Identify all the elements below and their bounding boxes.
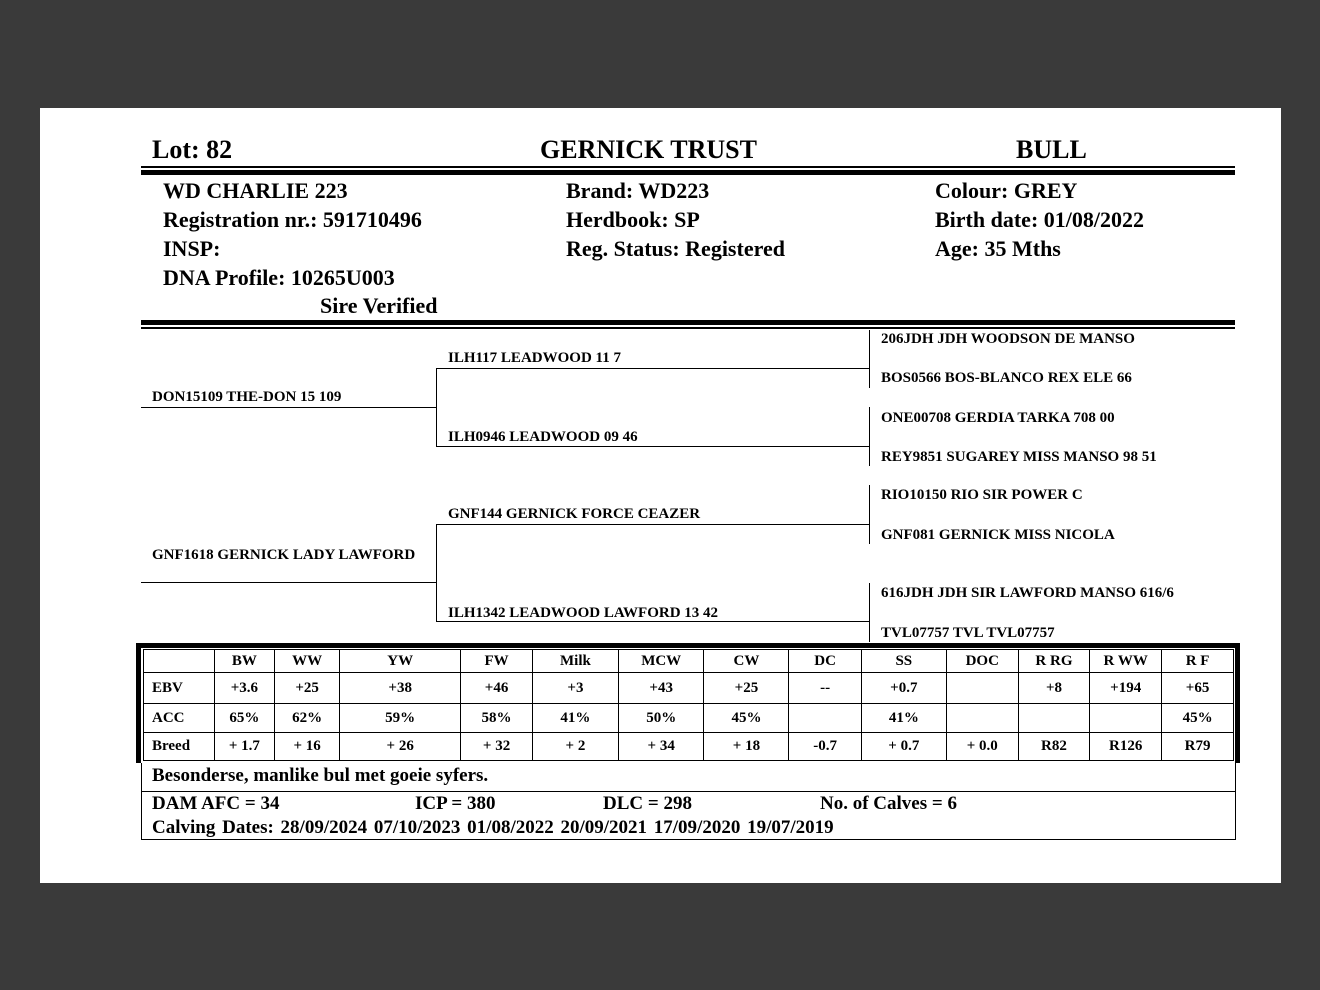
animal-name: WD CHARLIE 223 [163,178,348,203]
remarks-rule [141,791,1235,792]
ancestor-3: ONE00708 GERDIA TARKA 708 00 [881,410,1115,426]
breed-cell: + 2 [532,733,618,761]
dna-profile: DNA Profile: 10265U003 [163,265,395,290]
acc-cell [789,704,861,733]
col-milk: Milk [532,650,618,673]
breed-cell: + 1.7 [214,733,274,761]
ebv-header-cell [144,650,215,673]
insp-field: INSP: [163,236,221,261]
calving-dates: Calving Dates: 28/09/2024 07/10/2023 01/08/2022 20/09/2021 17/09/2020 19/07/2019 [152,817,834,838]
ebv-cell: +3 [532,673,618,704]
pedigree-rule [141,327,1235,329]
ancestor-8: TVL07757 TVL TVL07757 [881,625,1055,641]
pedigree-line [141,407,437,408]
col-ss: SS [861,650,946,673]
breed-cell: -0.7 [789,733,861,761]
colour: Colour: GREY [935,178,1078,203]
ebv-row [144,673,1234,704]
dam-afc: DAM AFC = 34 [152,793,280,814]
ebv-cell: +194 [1090,673,1162,704]
acc-cell: 41% [861,704,946,733]
ebv-cell: +43 [618,673,704,704]
pedigree-line [869,583,870,642]
acc-cell [1018,704,1090,733]
ebv-cell: +25 [275,673,340,704]
table-border-right [1235,643,1240,763]
col-cw: CW [704,650,789,673]
seller-name: GERNICK TRUST [540,135,757,164]
ancestor-2: BOS0566 BOS-BLANCO REX ELE 66 [881,370,1132,386]
breed-cell: + 34 [618,733,704,761]
ebv-header-row [144,650,1234,673]
breed-cell: + 0.0 [946,733,1018,761]
row-label: Breed [144,733,215,761]
herdbook: Herdbook: SP [566,207,700,232]
acc-cell: 59% [340,704,461,733]
dam-dam: ILH1342 LEADWOOD LAWFORD 13 42 [448,605,719,621]
sire-dam: ILH0946 LEADWOOD 09 46 [448,429,638,445]
ancestor-1: 206JDH JDH WOODSON DE MANSO [881,331,1135,347]
table-border-left [136,643,141,763]
ebv-cell: -- [789,673,861,704]
header-rule [141,166,1235,168]
acc-cell: 65% [214,704,274,733]
pedigree-line [869,485,870,544]
breed-cell: + 32 [461,733,533,761]
pedigree-line [436,524,870,525]
dam: GNF1618 GERNICK LADY LAWFORD [152,547,416,563]
lot-number: Lot: 82 [152,135,233,164]
pedigree-line [436,524,437,622]
ebv-cell [946,673,1018,704]
sire-sire: ILH117 LEADWOOD 11 7 [448,350,621,366]
pedigree-rule-thick [141,320,1235,325]
col-rf: R F [1162,650,1234,673]
breed-cell: R82 [1018,733,1090,761]
col-rrg: R RG [1018,650,1090,673]
ebv-cell: +46 [461,673,533,704]
breed-cell: + 18 [704,733,789,761]
acc-cell: 45% [704,704,789,733]
icp: ICP = 380 [415,793,496,814]
acc-cell: 41% [532,704,618,733]
ancestor-4: REY9851 SUGAREY MISS MANSO 98 51 [881,449,1157,465]
ebv-cell: +3.6 [214,673,274,704]
registration-number: Registration nr.: 591710496 [163,207,422,232]
row-label: ACC [144,704,215,733]
acc-cell: 50% [618,704,704,733]
ebv-cell: +25 [704,673,789,704]
ebv-cell: +65 [1162,673,1234,704]
pedigree-line [869,330,870,388]
breed-cell: + 0.7 [861,733,946,761]
acc-cell [946,704,1018,733]
col-dc: DC [789,650,861,673]
col-rww: R WW [1090,650,1162,673]
breed-row [144,733,1234,761]
breed-cell: + 16 [275,733,340,761]
age: Age: 35 Mths [935,236,1061,261]
col-fw: FW [461,650,533,673]
brand: Brand: WD223 [566,178,710,203]
ebv-table [143,649,1234,761]
acc-cell: 58% [461,704,533,733]
ebv-cell: +38 [340,673,461,704]
pedigree-line [141,582,437,583]
sire: DON15109 THE-DON 15 109 [152,389,342,405]
birth-date: Birth date: 01/08/2022 [935,207,1144,232]
ancestor-7: 616JDH JDH SIR LAWFORD MANSO 616/6 [881,585,1174,601]
col-bw: BW [214,650,274,673]
col-doc: DOC [946,650,1018,673]
pedigree-line [436,368,437,447]
ancestor-6: GNF081 GERNICK MISS NICOLA [881,527,1115,543]
col-yw: YW [340,650,461,673]
breed-cell: R79 [1162,733,1234,761]
acc-row [144,704,1234,733]
acc-cell [1090,704,1162,733]
remarks: Besonderse, manlike bul met goeie syfers. [152,765,489,786]
dlc: DLC = 298 [603,793,692,814]
pedigree-line [436,368,870,369]
breed-cell: + 26 [340,733,461,761]
dam-sire: GNF144 GERNICK FORCE CEAZER [448,506,701,522]
pedigree-line [869,407,870,466]
pedigree-line [436,446,870,447]
row-label: EBV [144,673,215,704]
reg-status: Reg. Status: Registered [566,236,785,261]
acc-cell: 45% [1162,704,1234,733]
table-border-top [136,643,1240,648]
header-rule-thick [141,170,1235,175]
sire-verified: Sire Verified [320,293,438,318]
col-mcw: MCW [618,650,704,673]
breed-cell: R126 [1090,733,1162,761]
calves-count: No. of Calves = 6 [820,793,957,814]
animal-type: BULL [1016,135,1087,164]
ebv-cell: +8 [1018,673,1090,704]
col-ww: WW [275,650,340,673]
acc-cell: 62% [275,704,340,733]
ebv-cell: +0.7 [861,673,946,704]
ancestor-5: RIO10150 RIO SIR POWER C [881,487,1083,503]
